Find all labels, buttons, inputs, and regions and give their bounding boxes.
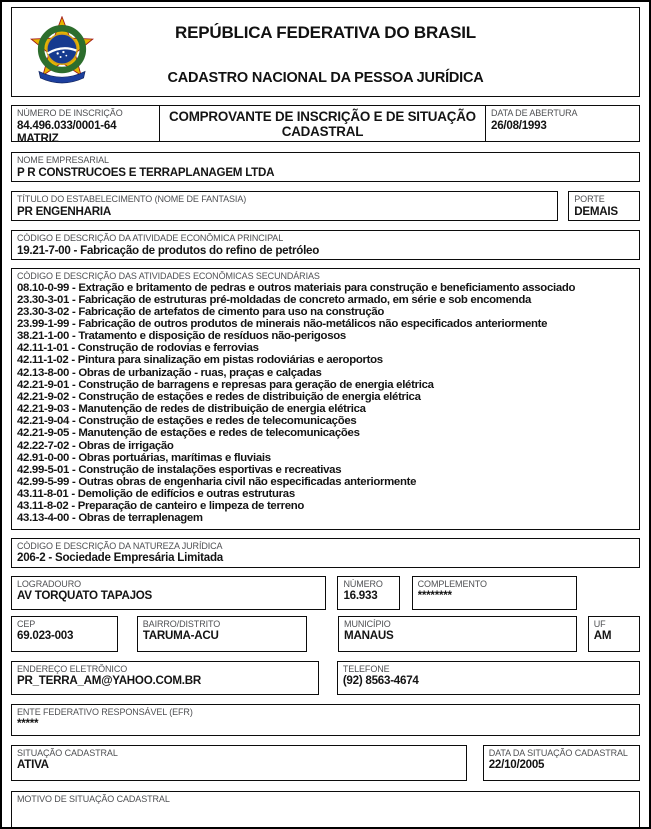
secondary-activity-item: 43.11-8-02 - Preparação de canteiro e limpeza de terreno: [17, 500, 305, 513]
efr-label: ENTE FEDERATIVO RESPONSÁVEL (EFR): [17, 706, 193, 717]
status-date-label: DATA DA SITUAÇÃO CADASTRAL: [488, 747, 628, 758]
main-activity-label: CÓDIGO E DESCRIÇÃO DA ATIVIDADE ECONÔMICA PRINCIPAL: [17, 233, 284, 243]
email-field: [11, 661, 319, 695]
trade-name-value: PR ENGENHARIA: [17, 204, 112, 218]
secondary-activity-item: 42.13-8-00 - Obras de urbanização - ruas, praças e calçadas: [17, 366, 322, 379]
trade-name-field: [11, 191, 558, 221]
email-value: PR_TERRA_AM@YAHOO.COM.BR: [17, 674, 201, 688]
city-value: MANAUS: [344, 629, 394, 643]
inscription-number-label: NÚMERO DE INSCRIÇÃO: [17, 108, 123, 118]
brazil-coat-of-arms-icon: [24, 16, 100, 93]
phone-field: [337, 661, 640, 695]
company-name-field: [11, 152, 640, 182]
state-value: AM: [593, 629, 612, 643]
street-number-field: [337, 576, 400, 610]
legal-nature-field: [11, 538, 640, 568]
company-size-label: PORTE: [574, 194, 605, 204]
state-label: UF: [593, 618, 606, 629]
registration-status-value: ATIVA: [17, 758, 49, 772]
company-name-value: P R CONSTRUCOES E TERRAPLANAGEM LTDA: [17, 165, 275, 179]
contact-row: [11, 661, 640, 695]
status-date-field: [483, 745, 640, 781]
secondary-activity-item: 42.99-5-99 - Outras obras de engenharia civil não especificadas anteriormente: [17, 476, 417, 488]
street-value: AV TORQUATO TAPAJOS: [17, 589, 153, 603]
opening-date-value: 26/08/1993: [491, 118, 547, 132]
complement-value: ********: [417, 589, 452, 603]
secondary-activity-item: 42.11-1-02 - Pintura para sinalização em pistas rodoviárias e aeroportos: [17, 354, 383, 367]
republic-title: REPÚBLICA FEDERATIVA DO BRASIL: [175, 23, 476, 42]
email-label: ENDEREÇO ELETRÔNICO: [17, 663, 128, 674]
cnpj-title: CADASTRO NACIONAL DA PESSOA JURÍDICA: [167, 70, 484, 86]
trade-name-row: [11, 191, 640, 221]
status-reason-label: MOTIVO DE SITUAÇÃO CADASTRAL: [17, 793, 170, 804]
secondary-activities-label: CÓDIGO E DESCRIÇÃO DAS ATIVIDADES ECONÔMICAS SECUNDÁRIAS: [17, 271, 320, 281]
efr-value: *****: [17, 717, 39, 731]
header-box: [11, 7, 640, 97]
trade-name-label: TÍTULO DO ESTABELECIMENTO (NOME DE FANTASIA): [17, 194, 247, 204]
district-label: BAIRRO/DISTRITO: [142, 618, 221, 629]
street-field: [11, 576, 326, 610]
secondary-activity-item: 43.13-4-00 - Obras de terraplenagem: [17, 512, 203, 525]
registration-status-label: SITUAÇÃO CADASTRAL: [17, 747, 118, 758]
district-field: [137, 616, 307, 652]
inscription-row: [11, 105, 640, 145]
phone-label: TELEFONE: [342, 663, 390, 674]
street-label: LOGRADOURO: [17, 578, 82, 589]
registration-status-field: [11, 745, 467, 781]
secondary-activity-item: 23.30-3-02 - Fabricação de artefatos de cimento para uso na construção: [17, 305, 385, 318]
address-row: [11, 576, 640, 610]
secondary-activity-item: 23.99-1-99 - Fabricação de outros produtos de minerais não-metálicos não especificados anteriormente: [17, 317, 548, 330]
cep-value: 69.023-003: [17, 629, 74, 643]
company-size-value: DEMAIS: [574, 204, 618, 218]
city-label: MUNICÍPIO: [344, 618, 391, 629]
location-row: [11, 616, 640, 652]
company-size-field: [568, 191, 640, 221]
district-value: TARUMA-ACU: [142, 629, 219, 643]
legal-nature-label: CÓDIGO E DESCRIÇÃO DA NATUREZA JURÍDICA: [17, 540, 223, 551]
opening-date-label: DATA DE ABERTURA: [491, 108, 578, 118]
efr-field: [11, 704, 640, 736]
status-row: [11, 745, 640, 781]
inscription-number-value: 84.496.033/0001-64: [17, 118, 117, 132]
main-activity-value: 19.21-7-00 - Fabricação de produtos do refino de petróleo: [17, 243, 320, 257]
secondary-activity-item: 42.91-0-00 - Obras portuárias, marítimas e fluviais: [17, 451, 271, 464]
secondary-activity-item: 42.21-9-04 - Construção de estações e redes de telecomunicações: [17, 415, 357, 428]
secondary-activity-item: 42.21-9-01 - Construção de barragens e represas para geração de energia elétrica: [17, 378, 434, 391]
secondary-activity-item: 42.22-7-02 - Obras de irrigação: [17, 439, 174, 452]
main-activity-field: [11, 230, 640, 260]
inscription-number-field: [12, 106, 160, 145]
secondary-activity-item: 42.21-9-02 - Construção de estações e redes de distribuição de energia elétrica: [17, 390, 421, 403]
legal-nature-value: 206-2 - Sociedade Empresária Limitada: [17, 551, 223, 565]
secondary-activity-item: 43.11-8-01 - Demolição de edifícios e outras estruturas: [17, 488, 295, 501]
phone-value: (92) 8563-4674: [342, 674, 419, 688]
secondary-activity-item: 23.30-3-01 - Fabricação de estruturas pré-moldadas de concreto armado, em série e sob encomenda: [17, 293, 532, 306]
secondary-activity-item: 42.99-5-01 - Construção de instalações esportivas e recreativas: [17, 463, 342, 476]
matriz-badge: MATRIZ: [17, 132, 59, 145]
complement-field: [412, 576, 577, 610]
complement-label: COMPLEMENTO: [417, 578, 487, 589]
cep-label: CEP: [17, 618, 36, 629]
city-field: [338, 616, 577, 652]
secondary-activity-item: 42.21-9-03 - Manutenção de redes de distribuição de energia elétrica: [17, 403, 366, 416]
status-reason-field: [11, 791, 640, 829]
certificate-title: COMPROVANTE DE INSCRIÇÃO E DE SITUAÇÃO CADASTRAL: [169, 108, 476, 139]
cep-field: [11, 616, 118, 652]
secondary-activity-item: 42.21-9-05 - Manutenção de estações e redes de telecomunicações: [17, 427, 360, 440]
street-number-label: NÚMERO: [343, 578, 383, 589]
certificate-title-cell: [160, 106, 486, 141]
status-date-value: 22/10/2005: [488, 758, 545, 772]
street-number-value: 16.933: [343, 589, 378, 603]
secondary-activity-item: 38.21-1-00 - Tratamento e disposição de resíduos não-perigosos: [17, 330, 346, 343]
state-field: [588, 616, 640, 652]
secondary-activities-field: [11, 268, 640, 530]
secondary-activity-item: 08.10-0-99 - Extração e britamento de pedras e outros materiais para construção e beneficiamento associado: [17, 281, 576, 294]
secondary-activity-item: 42.11-1-01 - Construção de rodovias e ferrovias: [17, 342, 259, 355]
opening-date-field: [486, 106, 639, 141]
company-name-label: NOME EMPRESARIAL: [17, 155, 109, 165]
